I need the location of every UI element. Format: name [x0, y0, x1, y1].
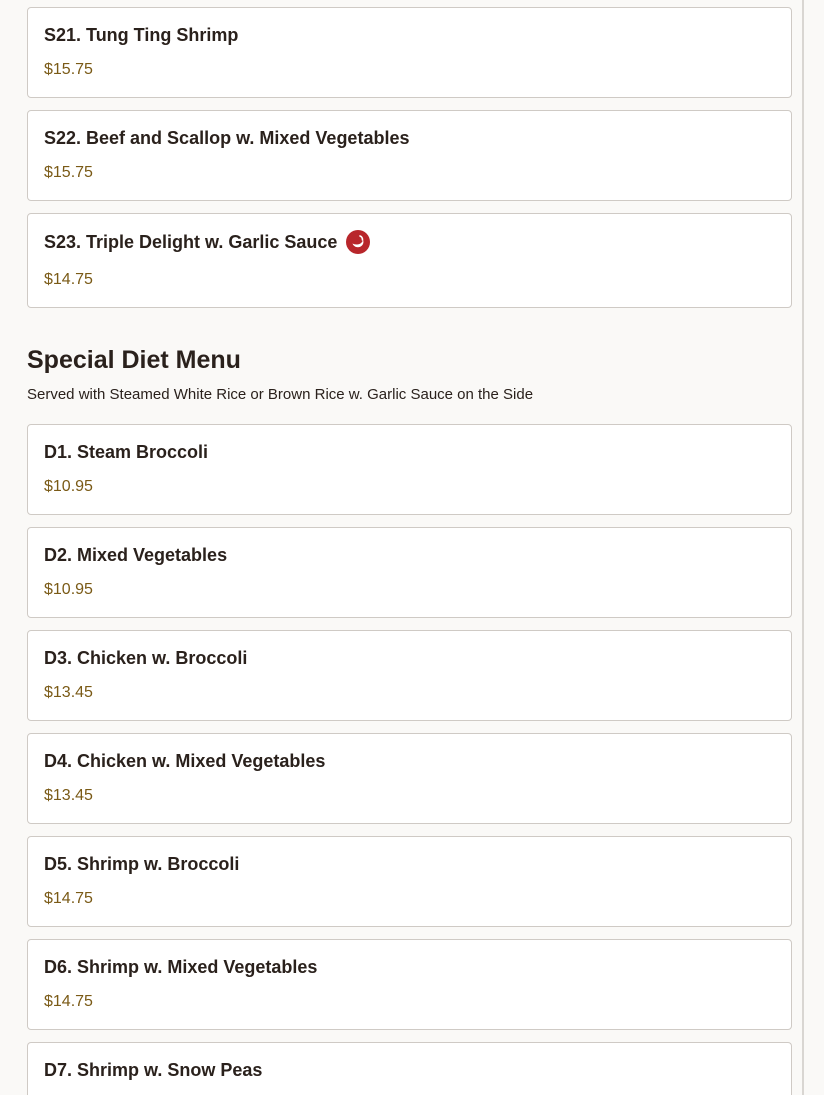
section-title: Special Diet Menu: [27, 346, 241, 374]
menu-item-price: $13.45: [44, 684, 93, 701]
menu-item-name: D4. Chicken w. Mixed Vegetables: [44, 751, 326, 771]
chili-pepper-icon: [346, 230, 370, 254]
menu-item-card[interactable]: [27, 630, 792, 721]
menu-item-name: D6. Shrimp w. Mixed Vegetables: [44, 957, 318, 977]
menu-item-name: S23. Triple Delight w. Garlic Sauce: [44, 231, 338, 252]
menu-item-card[interactable]: [27, 7, 792, 98]
menu-item-price: $15.75: [44, 164, 93, 181]
menu-item-card[interactable]: [27, 424, 792, 515]
menu-item-name: S21. Tung Ting Shrimp: [44, 25, 239, 45]
menu-item-card[interactable]: [27, 733, 792, 824]
menu-item-name: D7. Shrimp w. Snow Peas: [44, 1060, 263, 1080]
menu-item-name: D5. Shrimp w. Broccoli: [44, 854, 240, 874]
menu-item-price: $13.45: [44, 787, 93, 804]
section-description: Served with Steamed White Rice or Brown Rice w. Garlic Sauce on the Side: [27, 386, 534, 403]
menu-item-name: S22. Beef and Scallop w. Mixed Vegetables: [44, 128, 410, 148]
menu-item-price: $14.75: [44, 993, 93, 1010]
menu-item-price: $14.75: [44, 271, 93, 288]
menu-item-price: $14.75: [44, 890, 93, 907]
menu-item-card[interactable]: [27, 1042, 792, 1095]
menu-item-price: $10.95: [44, 478, 93, 495]
menu-item-card[interactable]: [27, 213, 792, 308]
menu-item-price: $10.95: [44, 581, 93, 598]
menu-item-card[interactable]: [27, 527, 792, 618]
menu-item-name: D1. Steam Broccoli: [44, 442, 209, 462]
menu-item-card[interactable]: [27, 110, 792, 201]
menu-item-card[interactable]: [27, 939, 792, 1030]
scroll-divider: [802, 0, 804, 1095]
menu-item-name: D3. Chicken w. Broccoli: [44, 648, 248, 668]
menu-item-name-row: [44, 230, 370, 254]
menu-item-card[interactable]: [27, 836, 792, 927]
menu-item-name: D2. Mixed Vegetables: [44, 545, 228, 565]
menu-item-price: $15.75: [44, 61, 93, 78]
